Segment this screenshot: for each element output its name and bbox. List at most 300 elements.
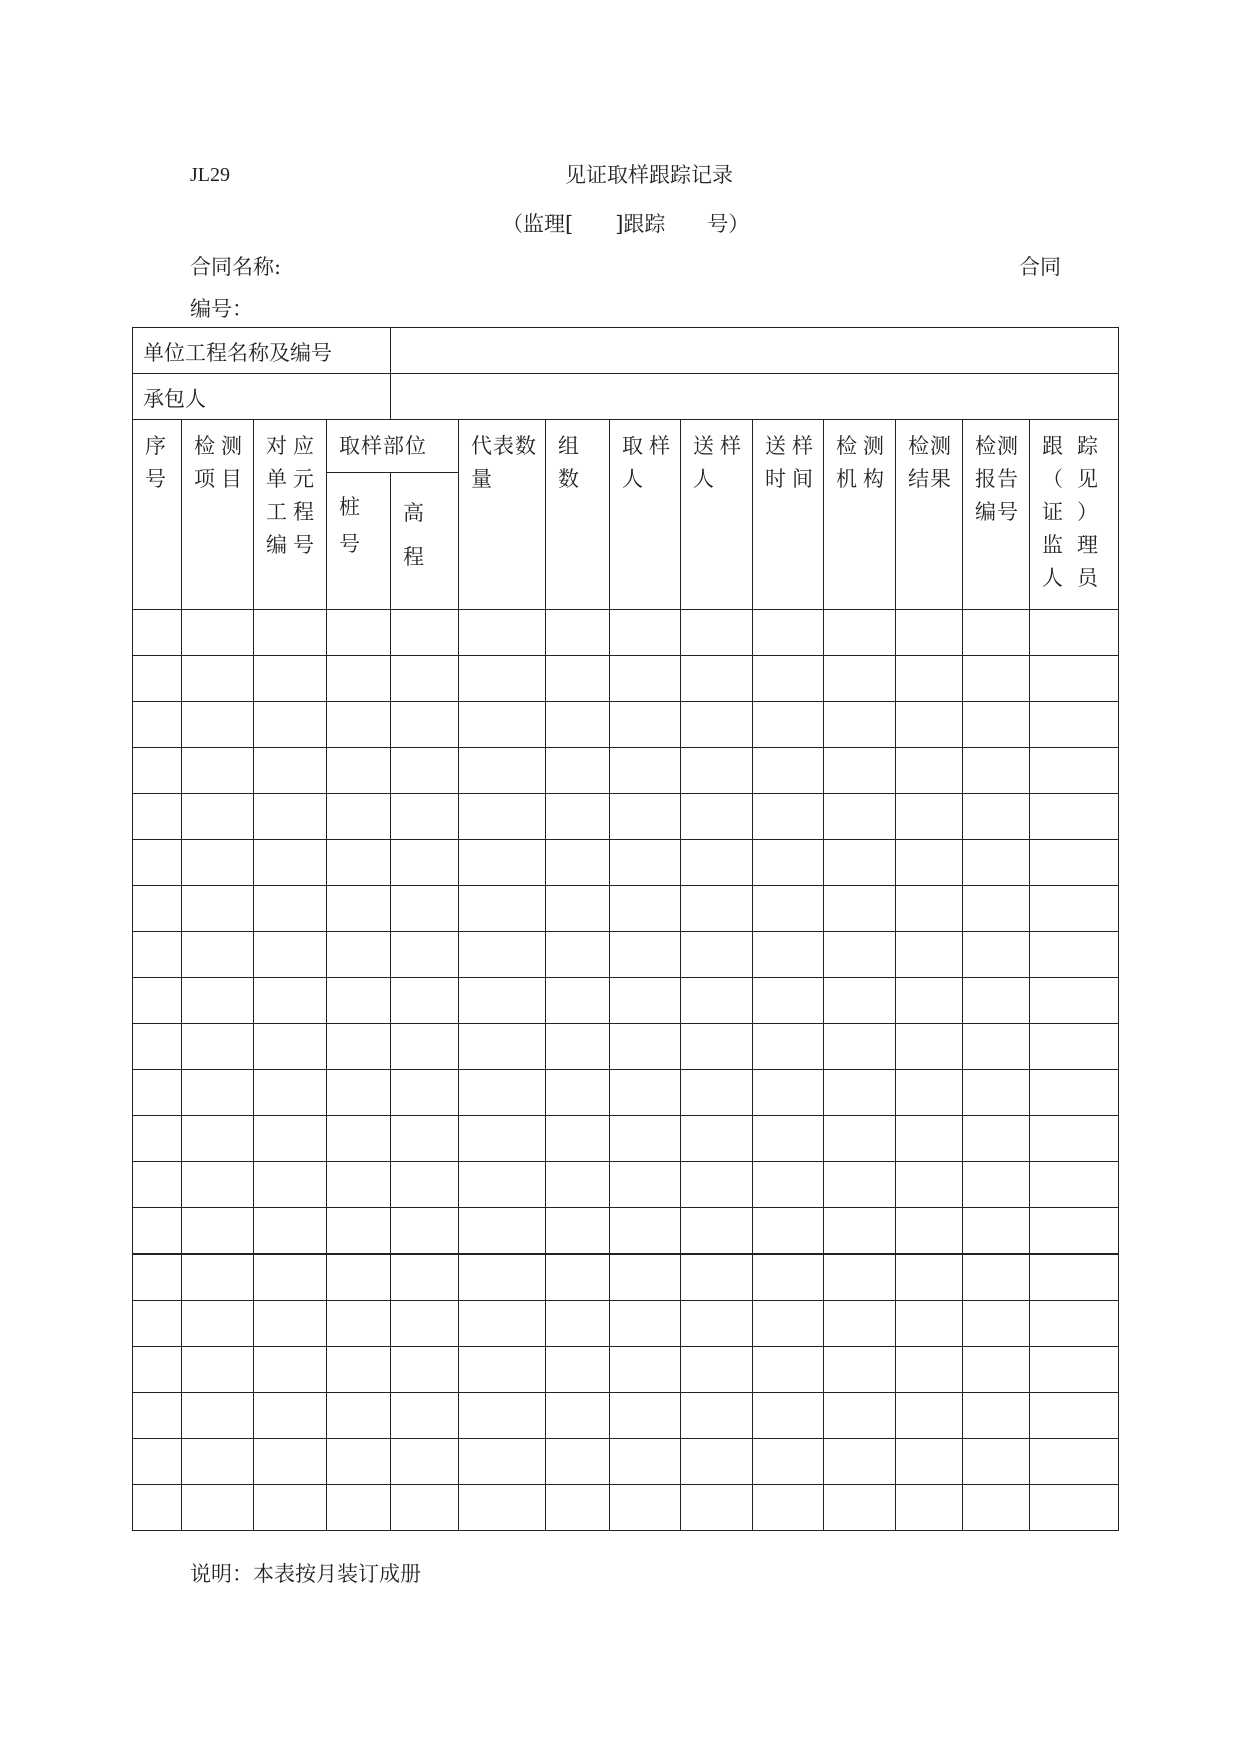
table-cell[interactable] bbox=[327, 1439, 391, 1485]
table-cell[interactable] bbox=[1030, 978, 1119, 1024]
table-cell[interactable] bbox=[896, 1162, 963, 1208]
table-cell[interactable] bbox=[896, 702, 963, 748]
table-cell[interactable] bbox=[824, 1116, 896, 1162]
table-cell[interactable] bbox=[133, 1070, 182, 1116]
table-cell[interactable] bbox=[1030, 1254, 1119, 1301]
table-cell[interactable] bbox=[824, 1439, 896, 1485]
table-cell[interactable] bbox=[1030, 1301, 1119, 1347]
table-cell[interactable] bbox=[133, 1116, 182, 1162]
table-cell[interactable] bbox=[546, 702, 610, 748]
table-cell[interactable] bbox=[963, 794, 1030, 840]
table-cell[interactable] bbox=[182, 702, 254, 748]
table-cell[interactable] bbox=[681, 1116, 753, 1162]
table-cell[interactable] bbox=[963, 1347, 1030, 1393]
col-quantity: 代表数量 bbox=[459, 420, 546, 610]
table-cell[interactable] bbox=[459, 794, 546, 840]
table-cell[interactable] bbox=[546, 1116, 610, 1162]
table-cell[interactable] bbox=[681, 1024, 753, 1070]
table-cell[interactable] bbox=[681, 1070, 753, 1116]
table-cell[interactable] bbox=[963, 1116, 1030, 1162]
table-cell[interactable] bbox=[254, 840, 327, 886]
table-cell[interactable] bbox=[1030, 1116, 1119, 1162]
table-cell[interactable] bbox=[963, 748, 1030, 794]
table-cell[interactable] bbox=[681, 1347, 753, 1393]
table-cell[interactable] bbox=[546, 1485, 610, 1531]
table-cell[interactable] bbox=[391, 794, 459, 840]
table-cell[interactable] bbox=[546, 610, 610, 656]
table-cell[interactable] bbox=[459, 1347, 546, 1393]
table-cell[interactable] bbox=[327, 1393, 391, 1439]
table-cell[interactable] bbox=[133, 1024, 182, 1070]
table-cell[interactable] bbox=[254, 1024, 327, 1070]
table-cell[interactable] bbox=[610, 1208, 681, 1255]
table-cell[interactable] bbox=[459, 1162, 546, 1208]
table-cell[interactable] bbox=[133, 1347, 182, 1393]
table-cell[interactable] bbox=[182, 610, 254, 656]
table-cell[interactable] bbox=[133, 748, 182, 794]
table-cell[interactable] bbox=[254, 932, 327, 978]
table-cell[interactable] bbox=[327, 610, 391, 656]
table-cell[interactable] bbox=[610, 886, 681, 932]
table-cell[interactable] bbox=[133, 840, 182, 886]
table-cell[interactable] bbox=[391, 748, 459, 794]
table-cell[interactable] bbox=[182, 840, 254, 886]
contractor-value-cell[interactable] bbox=[391, 374, 1119, 420]
table-cell[interactable] bbox=[133, 1485, 182, 1531]
table-cell[interactable] bbox=[182, 656, 254, 702]
table-cell[interactable] bbox=[610, 656, 681, 702]
table-cell[interactable] bbox=[824, 886, 896, 932]
table-cell[interactable] bbox=[546, 748, 610, 794]
table-cell[interactable] bbox=[1030, 1024, 1119, 1070]
table-cell[interactable] bbox=[133, 1393, 182, 1439]
table-cell[interactable] bbox=[459, 748, 546, 794]
table-cell[interactable] bbox=[963, 840, 1030, 886]
table-cell[interactable] bbox=[610, 1393, 681, 1439]
table-cell[interactable] bbox=[824, 794, 896, 840]
table-cell[interactable] bbox=[824, 702, 896, 748]
table-cell[interactable] bbox=[546, 1347, 610, 1393]
table-cell[interactable] bbox=[753, 702, 824, 748]
table-cell[interactable] bbox=[1030, 1485, 1119, 1531]
table-cell[interactable] bbox=[546, 978, 610, 1024]
table-cell[interactable] bbox=[133, 1439, 182, 1485]
col-send-time: 送样时间 bbox=[753, 420, 824, 610]
table-cell[interactable] bbox=[610, 1024, 681, 1070]
table-cell[interactable] bbox=[546, 886, 610, 932]
table-cell[interactable] bbox=[182, 1162, 254, 1208]
table-cell[interactable] bbox=[459, 1301, 546, 1347]
table-cell[interactable] bbox=[1030, 840, 1119, 886]
table-cell[interactable] bbox=[610, 1301, 681, 1347]
table-cell[interactable] bbox=[254, 610, 327, 656]
table-cell[interactable] bbox=[753, 1116, 824, 1162]
table-cell[interactable] bbox=[896, 1485, 963, 1531]
table-cell[interactable] bbox=[182, 1301, 254, 1347]
table-cell[interactable] bbox=[1030, 794, 1119, 840]
table-cell[interactable] bbox=[254, 1070, 327, 1116]
table-cell[interactable] bbox=[753, 656, 824, 702]
table-cell[interactable] bbox=[182, 794, 254, 840]
table-cell[interactable] bbox=[963, 1162, 1030, 1208]
table-cell[interactable] bbox=[182, 1254, 254, 1301]
table-cell[interactable] bbox=[182, 748, 254, 794]
table-cell[interactable] bbox=[1030, 932, 1119, 978]
table-cell[interactable] bbox=[327, 1070, 391, 1116]
table-cell[interactable] bbox=[327, 794, 391, 840]
table-cell[interactable] bbox=[327, 886, 391, 932]
table-cell[interactable] bbox=[182, 1116, 254, 1162]
table-cell[interactable] bbox=[963, 978, 1030, 1024]
table-cell[interactable] bbox=[182, 1347, 254, 1393]
table-cell[interactable] bbox=[753, 1162, 824, 1208]
table-cell[interactable] bbox=[963, 702, 1030, 748]
table-cell[interactable] bbox=[254, 1485, 327, 1531]
table-cell[interactable] bbox=[753, 978, 824, 1024]
unit-project-value-cell[interactable] bbox=[391, 328, 1119, 374]
table-cell[interactable] bbox=[824, 1208, 896, 1255]
table-cell[interactable] bbox=[610, 1439, 681, 1485]
table-cell[interactable] bbox=[133, 610, 182, 656]
table-cell[interactable] bbox=[254, 1347, 327, 1393]
table-cell[interactable] bbox=[963, 1070, 1030, 1116]
table-cell[interactable] bbox=[459, 1254, 546, 1301]
table-cell[interactable] bbox=[546, 1393, 610, 1439]
table-cell[interactable] bbox=[963, 1254, 1030, 1301]
table-cell[interactable] bbox=[681, 1301, 753, 1347]
table-cell[interactable] bbox=[681, 1393, 753, 1439]
table-cell[interactable] bbox=[327, 1347, 391, 1393]
contract-number-label: 编号： bbox=[190, 297, 253, 321]
table-cell[interactable] bbox=[610, 1347, 681, 1393]
table-cell[interactable] bbox=[610, 1162, 681, 1208]
table-cell[interactable] bbox=[546, 1439, 610, 1485]
col-seq: 序号 bbox=[133, 420, 182, 610]
table-cell[interactable] bbox=[1030, 748, 1119, 794]
table-cell[interactable] bbox=[254, 1254, 327, 1301]
table-cell[interactable] bbox=[753, 1393, 824, 1439]
table-cell[interactable] bbox=[896, 886, 963, 932]
table-cell[interactable] bbox=[546, 1024, 610, 1070]
table-cell[interactable] bbox=[681, 978, 753, 1024]
table-cell[interactable] bbox=[896, 656, 963, 702]
table-cell[interactable] bbox=[610, 932, 681, 978]
table-cell[interactable] bbox=[1030, 1070, 1119, 1116]
table-cell[interactable] bbox=[896, 1070, 963, 1116]
table-cell[interactable] bbox=[327, 702, 391, 748]
form-code: JL29 bbox=[190, 164, 230, 186]
table-cell[interactable] bbox=[963, 1024, 1030, 1070]
table-row bbox=[133, 610, 1119, 656]
table-cell[interactable] bbox=[254, 702, 327, 748]
table-cell[interactable] bbox=[327, 748, 391, 794]
table-cell[interactable] bbox=[681, 1439, 753, 1485]
table-cell[interactable] bbox=[1030, 1393, 1119, 1439]
table-cell[interactable] bbox=[391, 1301, 459, 1347]
table-cell[interactable] bbox=[896, 1393, 963, 1439]
table-cell[interactable] bbox=[327, 1254, 391, 1301]
table-cell[interactable] bbox=[459, 1208, 546, 1255]
table-cell[interactable] bbox=[896, 1208, 963, 1255]
table-cell[interactable] bbox=[824, 610, 896, 656]
table-cell[interactable] bbox=[182, 1208, 254, 1255]
table-cell[interactable] bbox=[753, 932, 824, 978]
col-sender: 送样人 bbox=[681, 420, 753, 610]
table-cell[interactable] bbox=[753, 1485, 824, 1531]
table-cell[interactable] bbox=[610, 840, 681, 886]
table-cell[interactable] bbox=[182, 886, 254, 932]
table-cell[interactable] bbox=[391, 1347, 459, 1393]
table-cell[interactable] bbox=[459, 656, 546, 702]
table-cell[interactable] bbox=[681, 1254, 753, 1301]
table-cell[interactable] bbox=[824, 1347, 896, 1393]
table-cell[interactable] bbox=[182, 932, 254, 978]
table-cell[interactable] bbox=[391, 702, 459, 748]
table-cell[interactable] bbox=[546, 1070, 610, 1116]
table-cell[interactable] bbox=[753, 1347, 824, 1393]
table-cell[interactable] bbox=[824, 1024, 896, 1070]
table-cell[interactable] bbox=[610, 794, 681, 840]
table-cell[interactable] bbox=[182, 1439, 254, 1485]
table-cell[interactable] bbox=[1030, 1347, 1119, 1393]
table-cell[interactable] bbox=[681, 794, 753, 840]
table-cell[interactable] bbox=[182, 1070, 254, 1116]
table-cell[interactable] bbox=[896, 840, 963, 886]
table-cell[interactable] bbox=[391, 978, 459, 1024]
table-cell[interactable] bbox=[753, 886, 824, 932]
table-cell[interactable] bbox=[681, 656, 753, 702]
table-cell[interactable] bbox=[610, 1116, 681, 1162]
table-cell[interactable] bbox=[896, 1439, 963, 1485]
table-cell[interactable] bbox=[327, 1024, 391, 1070]
table-cell[interactable] bbox=[963, 886, 1030, 932]
table-cell[interactable] bbox=[963, 932, 1030, 978]
contract-label: 合同 bbox=[1019, 255, 1061, 279]
table-cell[interactable] bbox=[459, 1116, 546, 1162]
table-cell[interactable] bbox=[133, 1162, 182, 1208]
table-cell[interactable] bbox=[391, 1024, 459, 1070]
table-cell[interactable] bbox=[327, 1301, 391, 1347]
table-cell[interactable] bbox=[824, 1254, 896, 1301]
table-cell[interactable] bbox=[1030, 702, 1119, 748]
table-cell[interactable] bbox=[753, 840, 824, 886]
table-cell[interactable] bbox=[896, 932, 963, 978]
table-cell[interactable] bbox=[459, 1393, 546, 1439]
table-cell[interactable] bbox=[1030, 1439, 1119, 1485]
table-cell[interactable] bbox=[546, 1208, 610, 1255]
table-cell[interactable] bbox=[681, 748, 753, 794]
table-cell[interactable] bbox=[896, 1024, 963, 1070]
table-cell[interactable] bbox=[896, 610, 963, 656]
table-cell[interactable] bbox=[327, 978, 391, 1024]
table-cell[interactable] bbox=[546, 794, 610, 840]
table-cell[interactable] bbox=[254, 1116, 327, 1162]
table-cell[interactable] bbox=[824, 748, 896, 794]
table-cell[interactable] bbox=[327, 1485, 391, 1531]
table-row bbox=[133, 978, 1119, 1024]
table-cell[interactable] bbox=[610, 1070, 681, 1116]
table-cell[interactable] bbox=[963, 656, 1030, 702]
table-cell[interactable] bbox=[824, 1301, 896, 1347]
table-cell[interactable] bbox=[896, 748, 963, 794]
table-cell[interactable] bbox=[681, 840, 753, 886]
table-row bbox=[133, 1208, 1119, 1255]
table-cell[interactable] bbox=[753, 1070, 824, 1116]
table-cell[interactable] bbox=[391, 1254, 459, 1301]
table-cell[interactable] bbox=[391, 1116, 459, 1162]
col-pile-no: 桩号 bbox=[327, 473, 391, 610]
table-cell[interactable] bbox=[254, 794, 327, 840]
table-cell[interactable] bbox=[459, 1439, 546, 1485]
table-cell[interactable] bbox=[963, 1208, 1030, 1255]
table-cell[interactable] bbox=[963, 1485, 1030, 1531]
table-cell[interactable] bbox=[133, 656, 182, 702]
table-cell[interactable] bbox=[546, 840, 610, 886]
table-cell[interactable] bbox=[896, 794, 963, 840]
table-cell[interactable] bbox=[610, 1485, 681, 1531]
table-cell[interactable] bbox=[254, 656, 327, 702]
table-cell[interactable] bbox=[610, 1254, 681, 1301]
table-cell[interactable] bbox=[133, 886, 182, 932]
table-cell[interactable] bbox=[327, 656, 391, 702]
table-row bbox=[133, 1254, 1119, 1301]
col-report-no: 检测报告编号 bbox=[963, 420, 1030, 610]
table-cell[interactable] bbox=[824, 1162, 896, 1208]
table-cell[interactable] bbox=[133, 932, 182, 978]
table-cell[interactable] bbox=[753, 748, 824, 794]
table-cell[interactable] bbox=[133, 1254, 182, 1301]
table-row bbox=[133, 1070, 1119, 1116]
table-cell[interactable] bbox=[824, 1485, 896, 1531]
table-cell[interactable] bbox=[546, 1301, 610, 1347]
table-cell[interactable] bbox=[1030, 1208, 1119, 1255]
table-cell[interactable] bbox=[753, 1254, 824, 1301]
table-cell[interactable] bbox=[133, 702, 182, 748]
table-cell[interactable] bbox=[753, 610, 824, 656]
table-cell[interactable] bbox=[391, 1162, 459, 1208]
table-cell[interactable] bbox=[182, 1024, 254, 1070]
table-cell[interactable] bbox=[963, 1301, 1030, 1347]
table-cell[interactable] bbox=[459, 886, 546, 932]
table-cell[interactable] bbox=[1030, 1162, 1119, 1208]
table-cell[interactable] bbox=[254, 886, 327, 932]
table-cell[interactable] bbox=[459, 1070, 546, 1116]
table-cell[interactable] bbox=[824, 656, 896, 702]
table-cell[interactable] bbox=[182, 1485, 254, 1531]
table-cell[interactable] bbox=[681, 1208, 753, 1255]
table-cell[interactable] bbox=[546, 1254, 610, 1301]
table-cell[interactable] bbox=[133, 978, 182, 1024]
table-cell[interactable] bbox=[753, 1301, 824, 1347]
table-cell[interactable] bbox=[753, 1024, 824, 1070]
table-cell[interactable] bbox=[459, 932, 546, 978]
table-cell[interactable] bbox=[1030, 656, 1119, 702]
table-cell[interactable] bbox=[610, 748, 681, 794]
table-cell[interactable] bbox=[610, 702, 681, 748]
table-cell[interactable] bbox=[963, 1439, 1030, 1485]
table-cell[interactable] bbox=[753, 794, 824, 840]
table-cell[interactable] bbox=[391, 610, 459, 656]
table-cell[interactable] bbox=[182, 1393, 254, 1439]
table-cell[interactable] bbox=[133, 794, 182, 840]
table-cell[interactable] bbox=[254, 1301, 327, 1347]
col-agency: 检测机构 bbox=[824, 420, 896, 610]
col-location: 取样部位 bbox=[327, 420, 459, 473]
table-cell[interactable] bbox=[824, 932, 896, 978]
col-tracker: 跟踪（见证）监理人员 bbox=[1030, 420, 1119, 610]
table-cell[interactable] bbox=[254, 1162, 327, 1208]
table-cell[interactable] bbox=[824, 840, 896, 886]
table-cell[interactable] bbox=[391, 1070, 459, 1116]
table-cell[interactable] bbox=[391, 1208, 459, 1255]
table-cell[interactable] bbox=[327, 1208, 391, 1255]
table-cell[interactable] bbox=[133, 1301, 182, 1347]
table-cell[interactable] bbox=[546, 656, 610, 702]
table-cell[interactable] bbox=[1030, 886, 1119, 932]
table-cell[interactable] bbox=[459, 978, 546, 1024]
table-cell[interactable] bbox=[896, 1116, 963, 1162]
table-cell[interactable] bbox=[459, 840, 546, 886]
table-cell[interactable] bbox=[391, 1393, 459, 1439]
table-cell[interactable] bbox=[896, 1347, 963, 1393]
table-cell[interactable] bbox=[327, 932, 391, 978]
table-cell[interactable] bbox=[327, 1116, 391, 1162]
table-cell[interactable] bbox=[327, 1162, 391, 1208]
table-cell[interactable] bbox=[546, 932, 610, 978]
table-cell[interactable] bbox=[681, 932, 753, 978]
table-cell[interactable] bbox=[681, 610, 753, 656]
table-cell[interactable] bbox=[896, 1254, 963, 1301]
table-cell[interactable] bbox=[459, 702, 546, 748]
table-cell[interactable] bbox=[391, 886, 459, 932]
table-cell[interactable] bbox=[391, 1485, 459, 1531]
table-cell[interactable] bbox=[681, 1485, 753, 1531]
table-cell[interactable] bbox=[681, 886, 753, 932]
table-cell[interactable] bbox=[546, 1162, 610, 1208]
table-cell[interactable] bbox=[254, 748, 327, 794]
table-cell[interactable] bbox=[753, 1208, 824, 1255]
table-cell[interactable] bbox=[391, 932, 459, 978]
table-cell[interactable] bbox=[254, 1393, 327, 1439]
table-cell[interactable] bbox=[391, 840, 459, 886]
table-cell[interactable] bbox=[327, 840, 391, 886]
table-cell[interactable] bbox=[182, 978, 254, 1024]
table-cell[interactable] bbox=[1030, 610, 1119, 656]
table-cell[interactable] bbox=[681, 1162, 753, 1208]
table-cell[interactable] bbox=[963, 610, 1030, 656]
table-cell[interactable] bbox=[824, 1070, 896, 1116]
table-cell[interactable] bbox=[254, 978, 327, 1024]
table-cell[interactable] bbox=[459, 610, 546, 656]
table-cell[interactable] bbox=[254, 1439, 327, 1485]
table-cell[interactable] bbox=[391, 656, 459, 702]
table-cell[interactable] bbox=[459, 1024, 546, 1070]
table-cell[interactable] bbox=[133, 1208, 182, 1255]
document-title: 见证取样跟踪记录 bbox=[565, 163, 733, 187]
table-cell[interactable] bbox=[824, 978, 896, 1024]
table-cell[interactable] bbox=[254, 1208, 327, 1255]
table-cell[interactable] bbox=[824, 1393, 896, 1439]
table-cell[interactable] bbox=[753, 1439, 824, 1485]
table-cell[interactable] bbox=[963, 1393, 1030, 1439]
table-cell[interactable] bbox=[610, 978, 681, 1024]
table-cell[interactable] bbox=[610, 610, 681, 656]
table-cell[interactable] bbox=[391, 1439, 459, 1485]
table-cell[interactable] bbox=[681, 702, 753, 748]
table-cell[interactable] bbox=[896, 978, 963, 1024]
table-cell[interactable] bbox=[459, 1485, 546, 1531]
table-cell[interactable] bbox=[896, 1301, 963, 1347]
